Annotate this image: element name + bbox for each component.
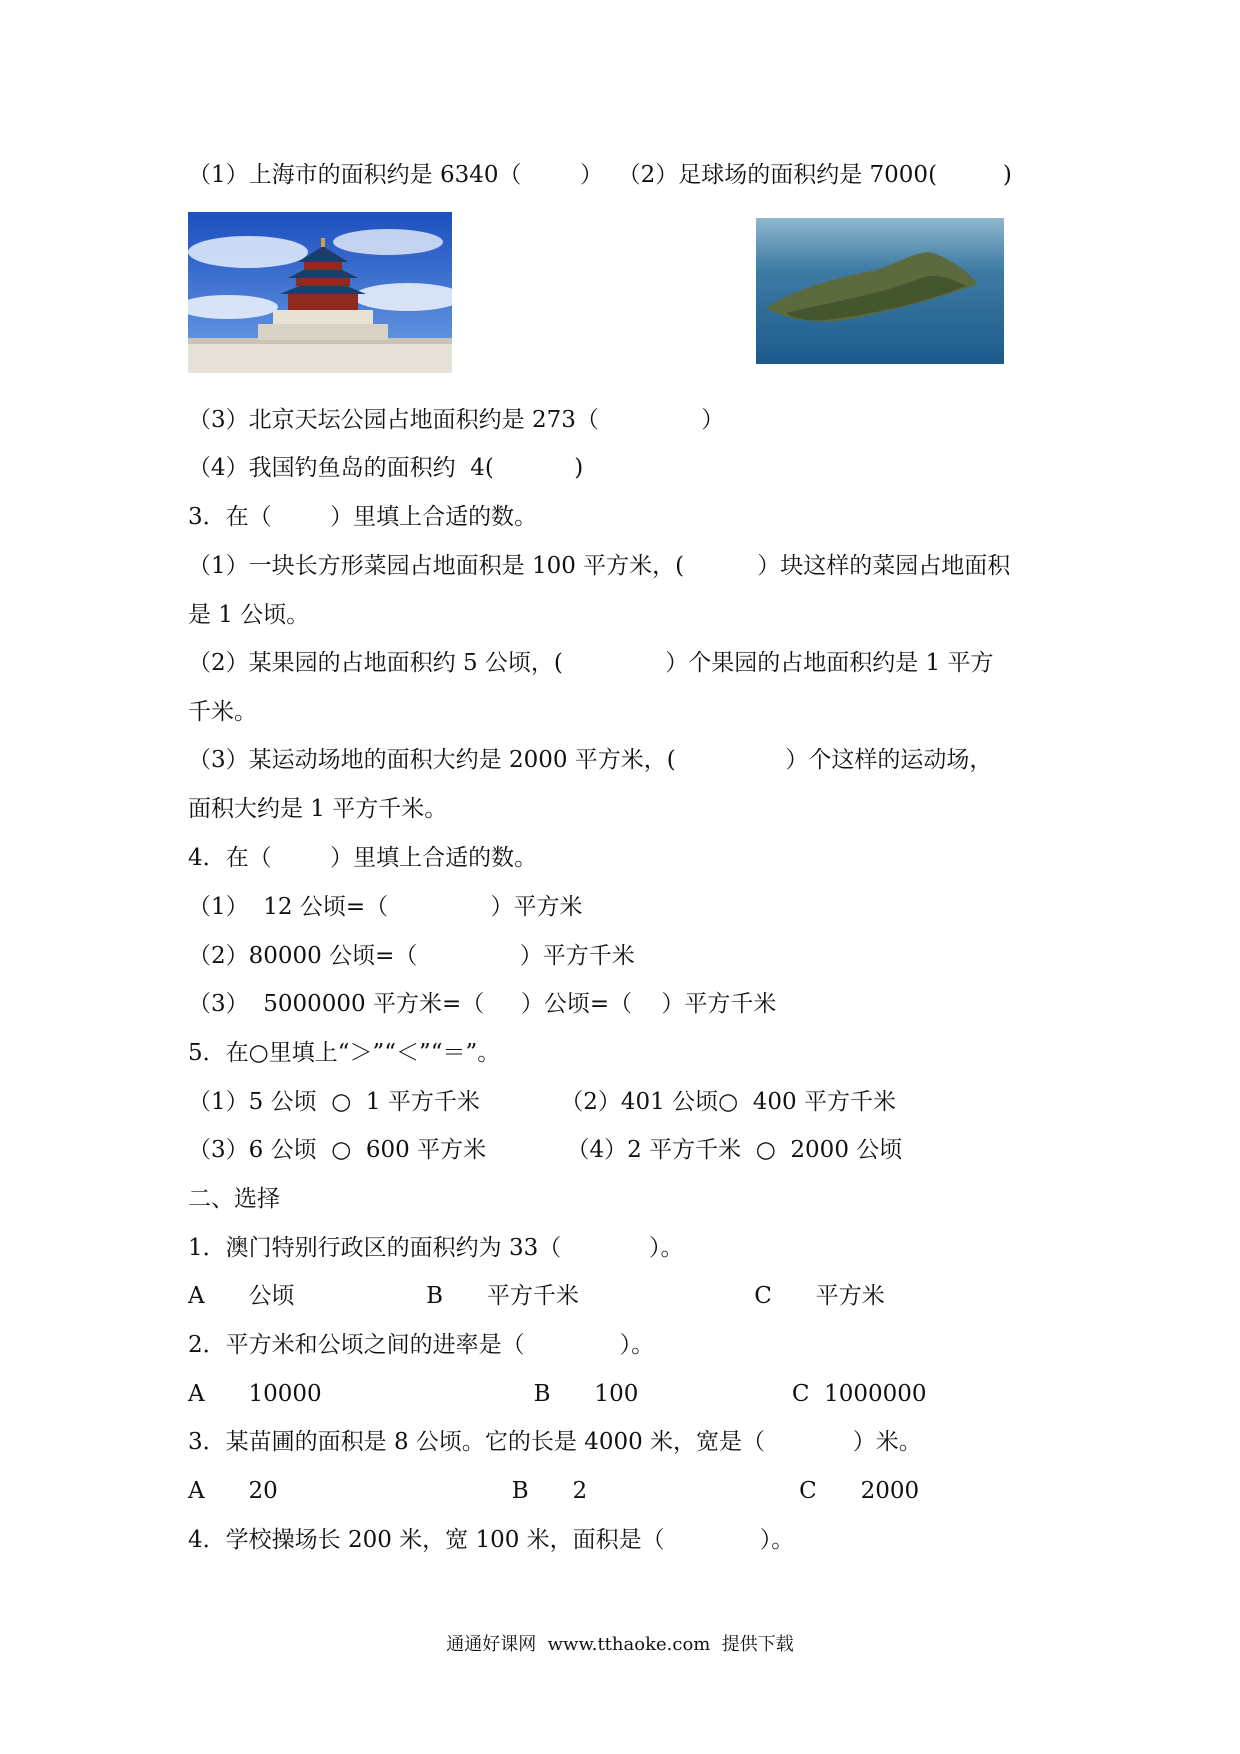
choice-question-3: 3．某苗圃的面积是 8 公顷。它的长是 4000 米，宽是（ ）米。: [188, 1429, 922, 1455]
choice-1-options: A 公顷 B 平方千米 C 平方米: [188, 1283, 885, 1309]
section-5-title: 5．在○里填上“＞”“＜”“＝”。: [188, 1040, 501, 1066]
part-2-title: 二、选择: [188, 1186, 280, 1212]
s3-question-1-cont: 是 1 公顷。: [188, 602, 310, 628]
question-line-1: （1）上海市的面积约是 6340（ ） （2）足球场的面积约是 7000( ): [188, 162, 1012, 188]
choice-3-options: A 20 B 2 C 2000: [188, 1478, 920, 1504]
diaoyu-island-photo: [756, 218, 1004, 364]
s5-row-2: （3）6 公顷 ○ 600 平方米 （4）2 平方千米 ○ 2000 公顷: [188, 1137, 903, 1163]
choice-question-1: 1．澳门特别行政区的面积约为 33（ ）。: [188, 1235, 684, 1261]
s5-row-1: （1）5 公顷 ○ 1 平方千米 （2）401 公顷○ 400 平方千米: [188, 1089, 897, 1115]
section-3-title: 3．在（ ）里填上合适的数。: [188, 504, 538, 530]
section-4-title: 4．在（ ）里填上合适的数。: [188, 845, 538, 871]
s3-question-1: （1）一块长方形菜园占地面积是 100 平方米，( ）块这样的菜园占地面积: [188, 553, 1011, 579]
question-line-3: （3）北京天坛公园占地面积约是 273（ ）: [188, 407, 725, 433]
s4-question-2: （2）80000 公顷=（ ）平方千米: [188, 943, 635, 969]
s3-question-3: （3）某运动场地的面积大约是 2000 平方米，( ）个这样的运动场，: [188, 747, 993, 773]
s3-question-2-cont: 千米。: [188, 699, 257, 725]
question-line-4: （4）我国钓鱼岛的面积约 4( ): [188, 455, 584, 481]
s3-question-3-cont: 面积大约是 1 平方千米。: [188, 796, 448, 822]
temple-of-heaven-photo: [188, 212, 452, 373]
s4-question-3: （3） 5000000 平方米=（ ）公顷=（ ）平方千米: [188, 991, 777, 1017]
page-footer: 通通好课网 www.tthaoke.com 提供下载: [446, 1634, 794, 1655]
s3-question-2: （2）某果园的占地面积约 5 公顷，( ）个果园的占地面积约是 1 平方: [188, 650, 994, 676]
choice-question-2: 2．平方米和公顷之间的进率是（ ）。: [188, 1332, 655, 1358]
choice-2-options: A 10000 B 100 C 1000000: [188, 1381, 927, 1407]
choice-question-4: 4．学校操场长 200 米，宽 100 米，面积是（ ）。: [188, 1527, 795, 1553]
s4-question-1: （1） 12 公顷=（ ）平方米: [188, 894, 583, 920]
